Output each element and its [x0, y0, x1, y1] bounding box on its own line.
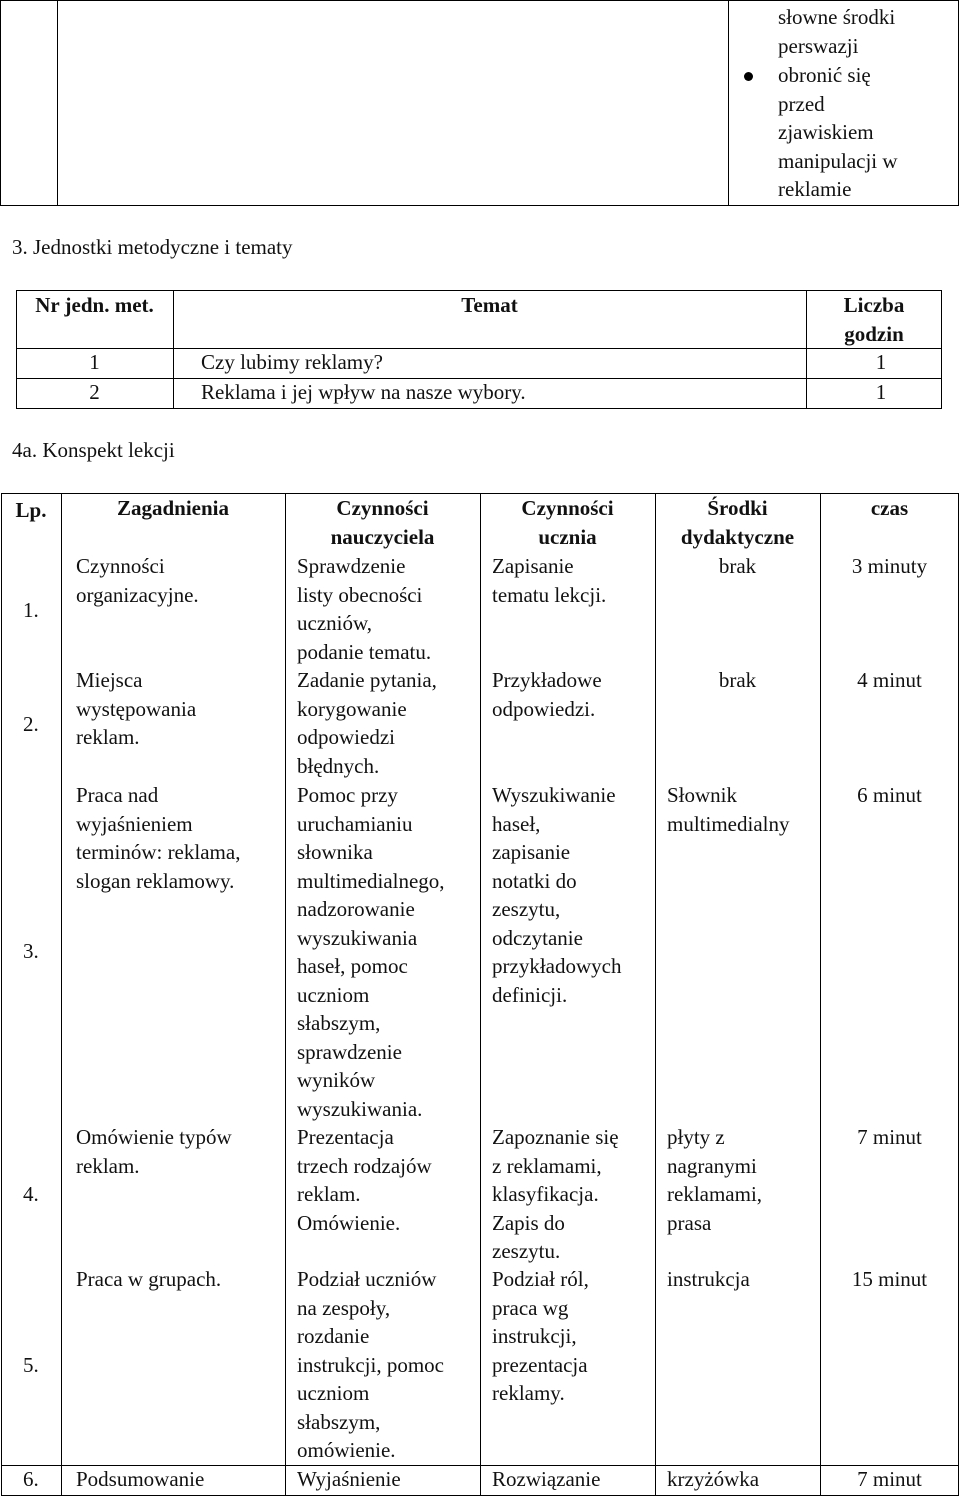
plan-row-lp: 3. — [23, 939, 39, 963]
plan-row-nauczyciela: Zadanie pytania, korygowanie odpowiedzi błędnych. — [297, 668, 437, 778]
plan-row-czas: 3 minuty — [851, 554, 928, 578]
top-table-text-1: słowne środki perswazji — [778, 5, 896, 58]
plan-row-ucznia: Przykładowe odpowiedzi. — [492, 668, 602, 721]
units-row-nr: 1 — [89, 350, 100, 374]
plan-row-lp: 1. — [23, 598, 39, 622]
units-row-temat: Reklama i jej wpływ na nasze wybory. — [201, 380, 526, 404]
plan-col-line — [480, 493, 481, 1496]
plan-header-ucznia: Czynności ucznia — [521, 496, 614, 549]
plan-row-ucznia: Podział ról, praca wg instrukcji, prezentacja reklamy. — [492, 1267, 589, 1405]
units-header-nr: Nr jedn. met. — [35, 293, 154, 317]
plan-row-zagadnienia: Czynności organizacyjne. — [76, 554, 199, 607]
plan-row-zagadnienia: Podsumowanie — [76, 1467, 205, 1491]
units-header-temat: Temat — [461, 293, 518, 317]
plan-row-ucznia: Zapisanie tematu lekcji. — [492, 554, 607, 607]
plan-col-line — [61, 493, 62, 1496]
plan-row-czas: 4 minut — [857, 668, 922, 692]
plan-row-zagadnienia: Omówienie typów reklam. — [76, 1125, 232, 1178]
plan-row-nauczyciela: Sprawdzenie listy obecności uczniów, podanie tematu. — [297, 554, 432, 664]
plan-row-zagadnienia: Miejsca występowania reklam. — [76, 668, 197, 749]
plan-row-srodki: instrukcja — [667, 1267, 750, 1291]
plan-row-zagadnienia: Praca w grupach. — [76, 1267, 222, 1291]
plan-row-ucznia: Zapoznanie się z reklamami, klasyfikacja. Zapis do zeszytu. — [492, 1125, 619, 1263]
plan-row-ucznia: Wyszukiwanie haseł, zapisanie notatki do zeszytu, odczytanie przykładowych definicji. — [492, 783, 622, 1007]
top-table-divider — [728, 0, 729, 206]
plan-header-srodki: Środki dydaktyczne — [680, 496, 795, 549]
plan-section-heading: 4a. Konspekt lekcji — [12, 438, 175, 462]
units-header-liczba: Liczba godzin — [843, 293, 905, 346]
plan-col-line — [285, 493, 286, 1496]
top-table-divider — [57, 0, 58, 206]
plan-header-zagadnienia: Zagadnienia — [116, 496, 230, 520]
plan-row-srodki: brak — [718, 554, 757, 578]
top-table-text-2: obronić się przed zjawiskiem manipulacji w reklamie — [778, 63, 898, 201]
plan-row-nauczyciela: Podział uczniów na zespoły, rozdanie instrukcji, pomoc uczniom słabszym, omówienie. — [297, 1267, 444, 1462]
units-row-temat: Czy lubimy reklamy? — [201, 350, 383, 374]
plan-row-czas: 7 minut — [857, 1467, 922, 1491]
plan-row-lp: 6. — [23, 1467, 39, 1491]
plan-row-srodki: brak — [718, 668, 757, 692]
plan-row-lp: 4. — [23, 1182, 39, 1206]
units-row-godzin: 1 — [875, 350, 887, 374]
bullet-dot-icon — [744, 72, 753, 81]
plan-header-czas: czas — [870, 496, 909, 520]
plan-row-czas: 6 minut — [857, 783, 922, 807]
plan-row-srodki: krzyżówka — [667, 1467, 760, 1491]
plan-row-czas: 7 minut — [857, 1125, 922, 1149]
plan-row-nauczyciela: Wyjaśnienie — [297, 1467, 401, 1491]
units-section-heading: 3. Jednostki metodyczne i tematy — [12, 235, 293, 259]
plan-row-lp: 5. — [23, 1353, 39, 1377]
plan-col-line — [655, 493, 656, 1496]
plan-row-nauczyciela: Prezentacja trzech rodzajów reklam. Omówienie. — [297, 1125, 432, 1235]
units-row-godzin: 1 — [875, 380, 887, 404]
plan-row-ucznia: Rozwiązanie — [492, 1467, 601, 1491]
plan-col-line — [820, 493, 821, 1496]
plan-header-nauczyciela: Czynności nauczyciela — [330, 496, 435, 549]
plan-header-lp: Lp. — [15, 498, 47, 522]
plan-row-nauczyciela: Pomoc przy uruchamianiu słownika multimedialnego, nadzorowanie wyszukiwania haseł, pomoc uczniom słabszym, sprawdzenie wyników wyszukiwania. — [297, 783, 445, 1121]
plan-row-czas: 15 minut — [851, 1267, 928, 1291]
plan-row-srodki: płyty z nagranymi reklamami, prasa — [667, 1125, 763, 1235]
units-row-nr: 2 — [89, 380, 100, 404]
plan-row-srodki: Słownik multimedialny — [667, 783, 790, 836]
plan-row-lp: 2. — [23, 712, 39, 736]
plan-row-zagadnienia: Praca nad wyjaśnieniem terminów: reklama, slogan reklamowy. — [76, 783, 241, 893]
